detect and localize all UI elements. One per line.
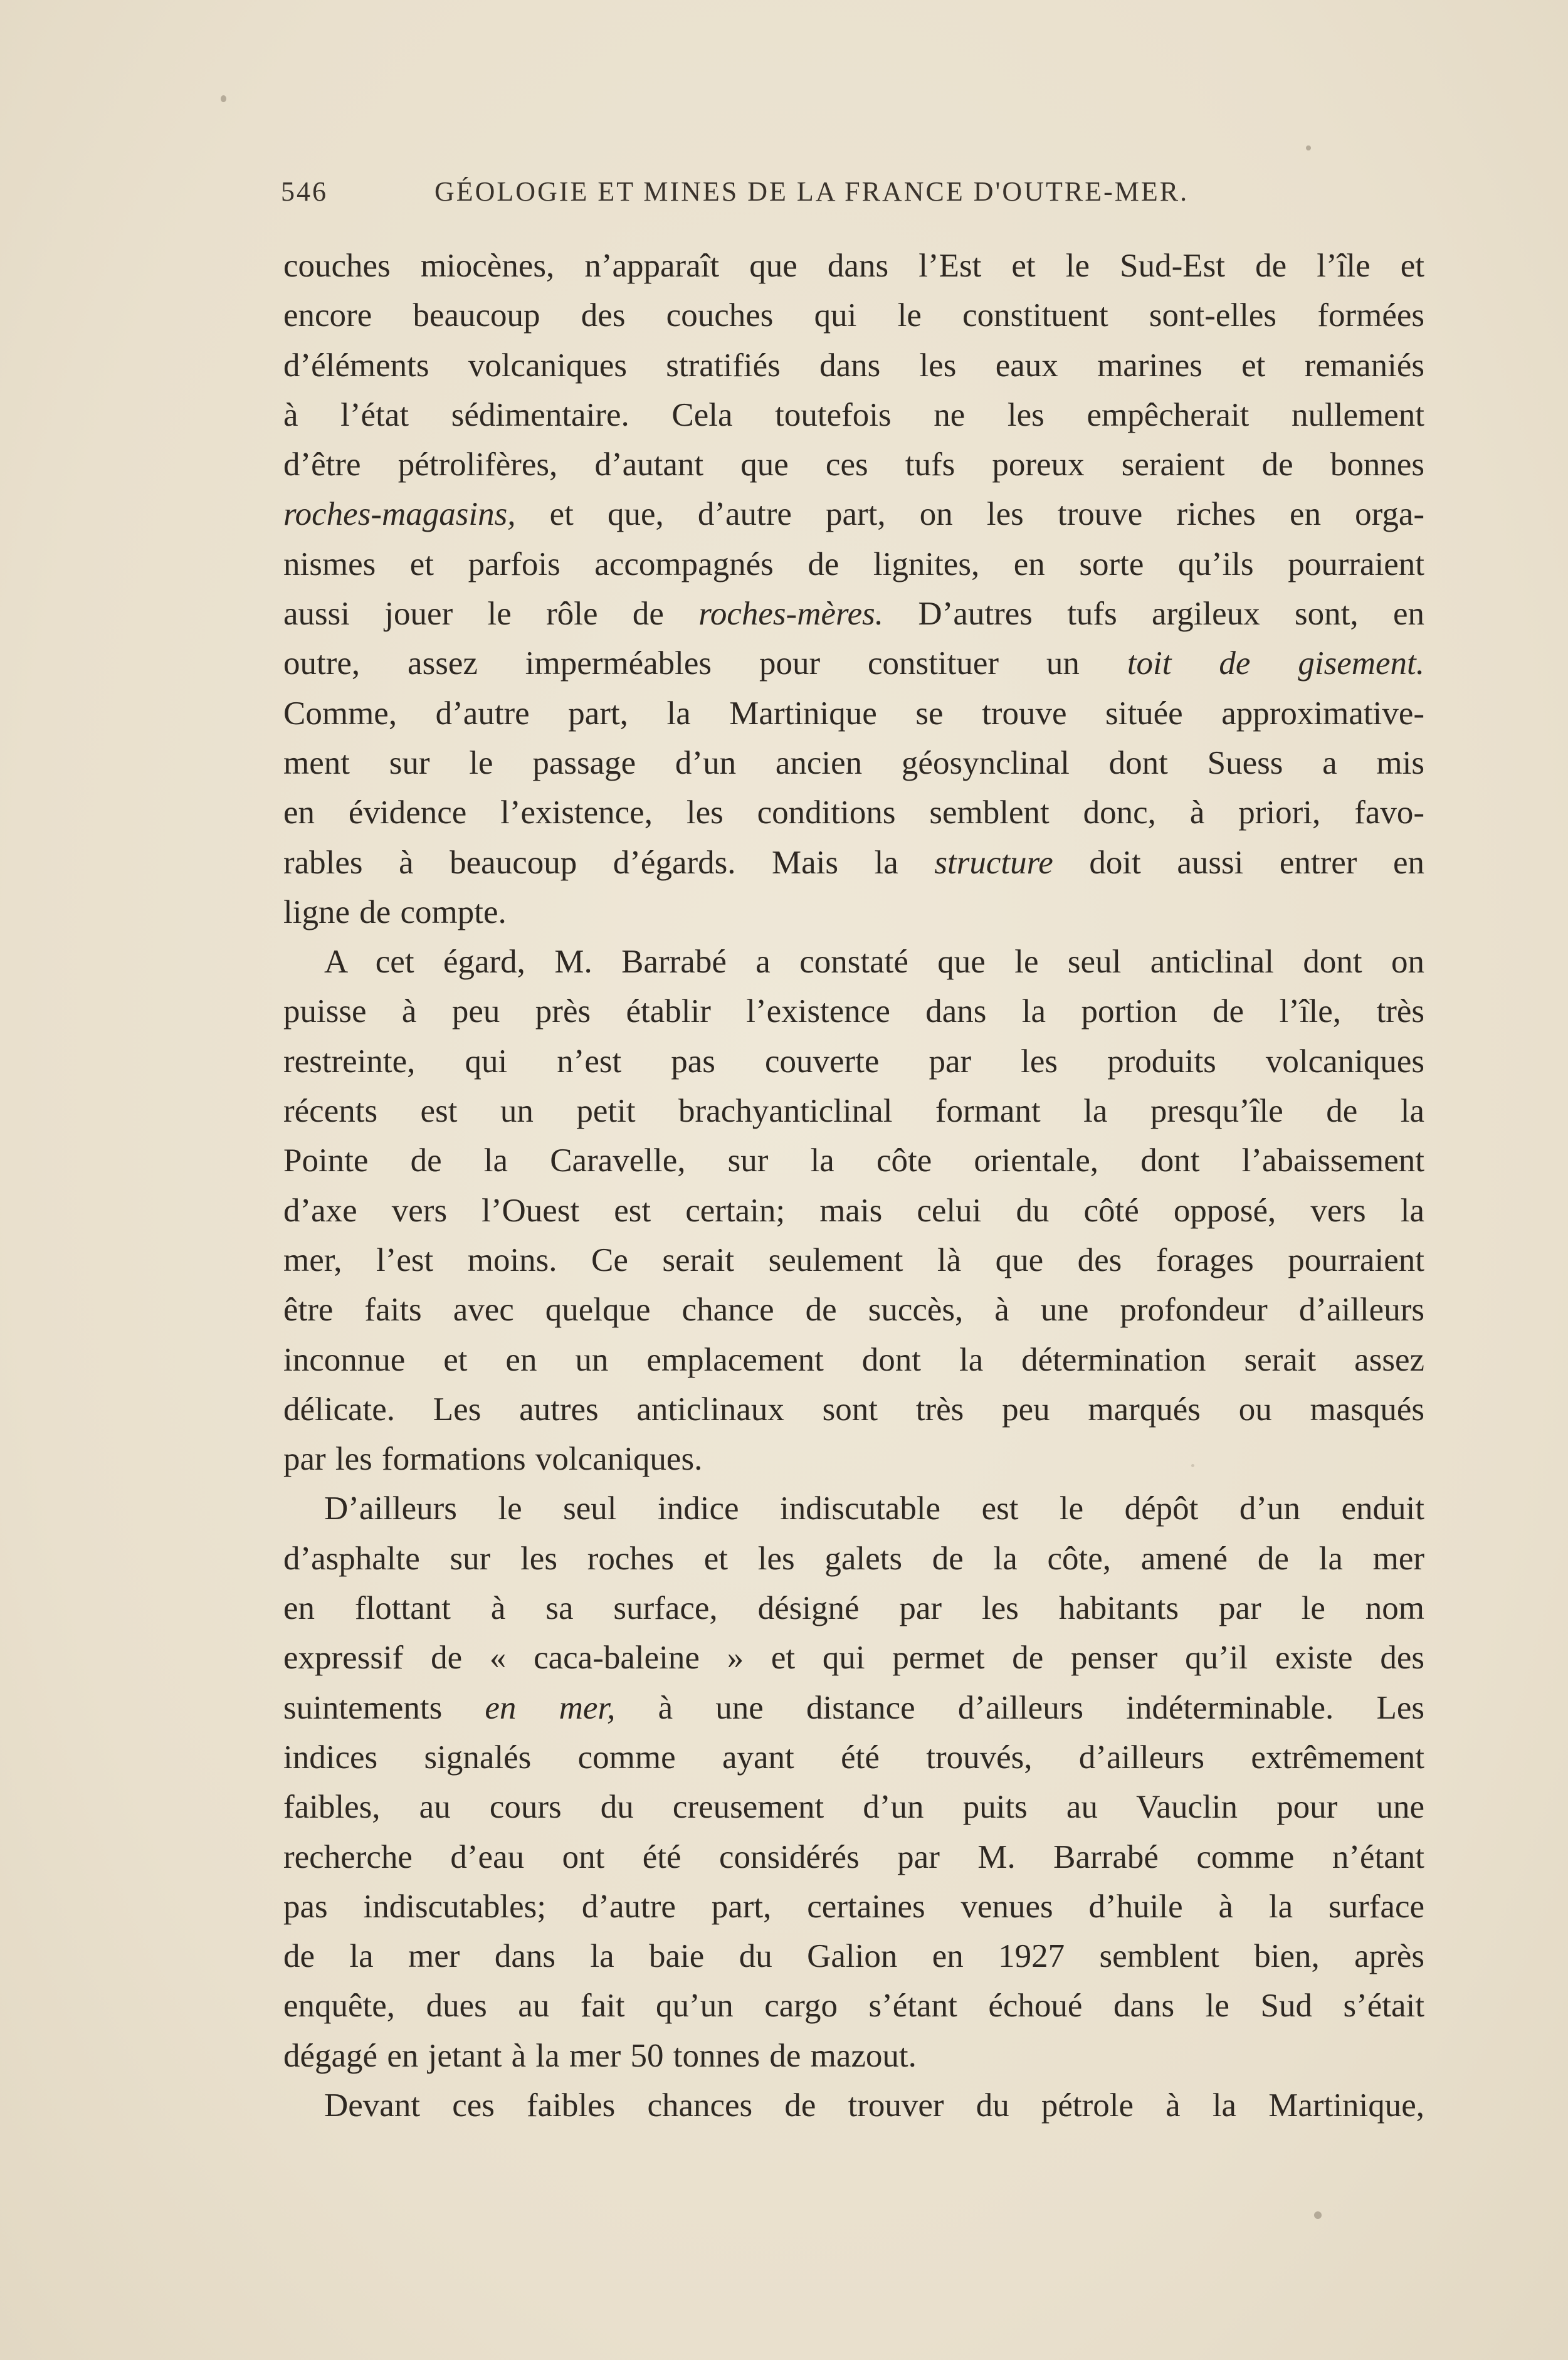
text-line <box>283 788 1424 838</box>
paragraph <box>283 937 1424 1484</box>
text-run: A cet égard, M. Barrabé a constaté que le seul anticlinal dont on <box>324 944 1424 981</box>
text-line <box>283 1186 1424 1236</box>
text-run: en flottant à sa surface, désigné par les habitants par le nom <box>283 1590 1424 1627</box>
text-line <box>283 341 1424 391</box>
page-number: 546 <box>281 176 328 207</box>
text-run: Comme, d’autre part, la Martinique se trouve située approximative- <box>283 695 1424 732</box>
paper-speck <box>1314 2211 1322 2219</box>
text-line <box>283 937 1424 987</box>
text-line <box>283 291 1424 340</box>
italic-text: toit de gisement. <box>1127 645 1424 682</box>
text-line <box>283 540 1424 589</box>
italic-text: roches-magasins, <box>283 496 516 533</box>
text-line <box>283 739 1424 788</box>
text-line <box>283 1981 1424 2031</box>
text-line <box>283 1584 1424 1633</box>
text-run: indices signalés comme ayant été trouvés, d’ailleurs extrêmement <box>283 1739 1424 1776</box>
text-run: d’éléments volcaniques stratifiés dans les eaux marines et remaniés <box>283 347 1424 384</box>
text-line <box>283 1683 1424 1733</box>
text-line <box>283 1932 1424 1981</box>
text-line <box>283 1633 1424 1683</box>
italic-text: en mer, <box>485 1689 616 1726</box>
text-line <box>283 391 1424 440</box>
text-run: inconnue et en un emplacement dont la détermination serait assez <box>283 1341 1424 1378</box>
text-run: à l’état sédimentaire. Cela toutefois ne les empêcherait nullement <box>283 396 1424 433</box>
text-line <box>283 639 1424 688</box>
text-run: outre, assez imperméables pour constituer un <box>283 645 1127 682</box>
text-line <box>283 2031 1424 2081</box>
text-run: rables à beaucoup d’égards. Mais la <box>283 844 935 881</box>
text-run: pas indiscutables; d’autre part, certaines venues d’huile à la surface <box>283 1888 1424 1925</box>
text-run: doit aussi entrer en <box>1053 844 1424 881</box>
text-run: récents est un petit brachyanticlinal formant la presqu’île de la <box>283 1093 1424 1130</box>
text-line <box>283 1484 1424 1534</box>
text-line <box>283 1534 1424 1584</box>
text-line <box>283 1385 1424 1435</box>
text-run: dégagé en jetant à la mer 50 tonnes de mazout. <box>283 2037 917 2074</box>
text-line <box>283 1037 1424 1087</box>
text-line <box>283 1733 1424 1783</box>
text-line <box>283 1285 1424 1335</box>
text-line <box>283 1435 1424 1484</box>
text-line <box>283 689 1424 739</box>
text-run: mer, l’est moins. Ce serait seulement là que des forages pourraient <box>283 1241 1424 1278</box>
text-run: faibles, au cours du creusement d’un puits au Vauclin pour une <box>283 1789 1424 1826</box>
text-run: expressif de « caca-baleine » et qui permet de penser qu’il existe des <box>283 1640 1424 1677</box>
text-line <box>283 1335 1424 1385</box>
text-run: d’axe vers l’Ouest est certain; mais celui du côté opposé, vers la <box>283 1192 1424 1229</box>
text-line <box>283 1087 1424 1136</box>
text-line <box>283 1136 1424 1186</box>
running-title: GÉOLOGIE ET MINES DE LA FRANCE D'OUTRE-MER. <box>434 176 1189 207</box>
text-line <box>283 888 1424 937</box>
text-line <box>283 490 1424 539</box>
text-run: par les formations volcaniques. <box>283 1441 703 1478</box>
text-run: Pointe de la Caravelle, sur la côte orientale, dont l’abaissement <box>283 1142 1424 1179</box>
text-line <box>283 1882 1424 1932</box>
text-line <box>283 838 1424 888</box>
text-run: puisse à peu près établir l’existence dans la portion de l’île, très <box>283 993 1424 1030</box>
text-run: suintements <box>283 1689 485 1726</box>
text-run: d’asphalte sur les roches et les galets de la côte, amené de la mer <box>283 1540 1424 1577</box>
text-line <box>283 2081 1424 2131</box>
text-run: à une distance d’ailleurs indéterminable. Les <box>615 1689 1424 1726</box>
text-run: ligne de compte. <box>283 893 507 930</box>
text-run: aussi jouer le rôle de <box>283 596 699 633</box>
running-header <box>281 176 1422 213</box>
text-run: recherche d’eau ont été considérés par M. Barrabé comme n’étant <box>283 1838 1424 1875</box>
text-run: être faits avec quelque chance de succès, à une profondeur d’ailleurs <box>283 1292 1424 1329</box>
text-run: couches miocènes, n’apparaît que dans l’Est et le Sud-Est de l’île et <box>283 248 1424 284</box>
text-run: encore beaucoup des couches qui le constituent sont-elles formées <box>283 297 1424 334</box>
text-run: enquête, dues au fait qu’un cargo s’étant échoué dans le Sud s’était <box>283 1988 1424 2025</box>
text-run: Devant ces faibles chances de trouver du pétrole à la Martinique, <box>324 2087 1424 2124</box>
text-line <box>283 1833 1424 1882</box>
text-line <box>283 1783 1424 1832</box>
paragraph <box>283 241 1424 937</box>
text-line <box>283 440 1424 490</box>
paper-speck <box>1306 145 1311 150</box>
body-text <box>283 241 1424 2131</box>
text-run: délicate. Les autres anticlinaux sont très peu marqués ou masqués <box>283 1391 1424 1428</box>
text-run: d’être pétrolifères, d’autant que ces tufs poreux seraient de bonnes <box>283 446 1424 483</box>
italic-text: roches-mères. <box>698 596 884 633</box>
text-run: D’ailleurs le seul indice indiscutable est le dépôt d’un enduit <box>324 1490 1424 1527</box>
italic-text: structure <box>934 844 1053 881</box>
text-run: nismes et parfois accompagnés de lignites, en sorte qu’ils pourraient <box>283 545 1424 582</box>
text-run: de la mer dans la baie du Galion en 1927 semblent bien, après <box>283 1938 1424 1975</box>
paragraph <box>283 2081 1424 2131</box>
text-run: D’autres tufs argileux sont, en <box>883 596 1424 633</box>
text-run: restreinte, qui n’est pas couverte par les produits volcaniques <box>283 1043 1424 1080</box>
paper-speck <box>221 95 226 102</box>
text-run: et que, d’autre part, on les trouve riches en orga- <box>515 496 1424 533</box>
text-line <box>283 987 1424 1036</box>
text-line <box>283 241 1424 291</box>
text-line <box>283 589 1424 639</box>
text-line <box>283 1236 1424 1285</box>
text-run: en évidence l’existence, les conditions semblent donc, à priori, favo- <box>283 794 1424 831</box>
text-run: ment sur le passage d’un ancien géosynclinal dont Suess a mis <box>283 744 1424 781</box>
paragraph <box>283 1484 1424 2081</box>
